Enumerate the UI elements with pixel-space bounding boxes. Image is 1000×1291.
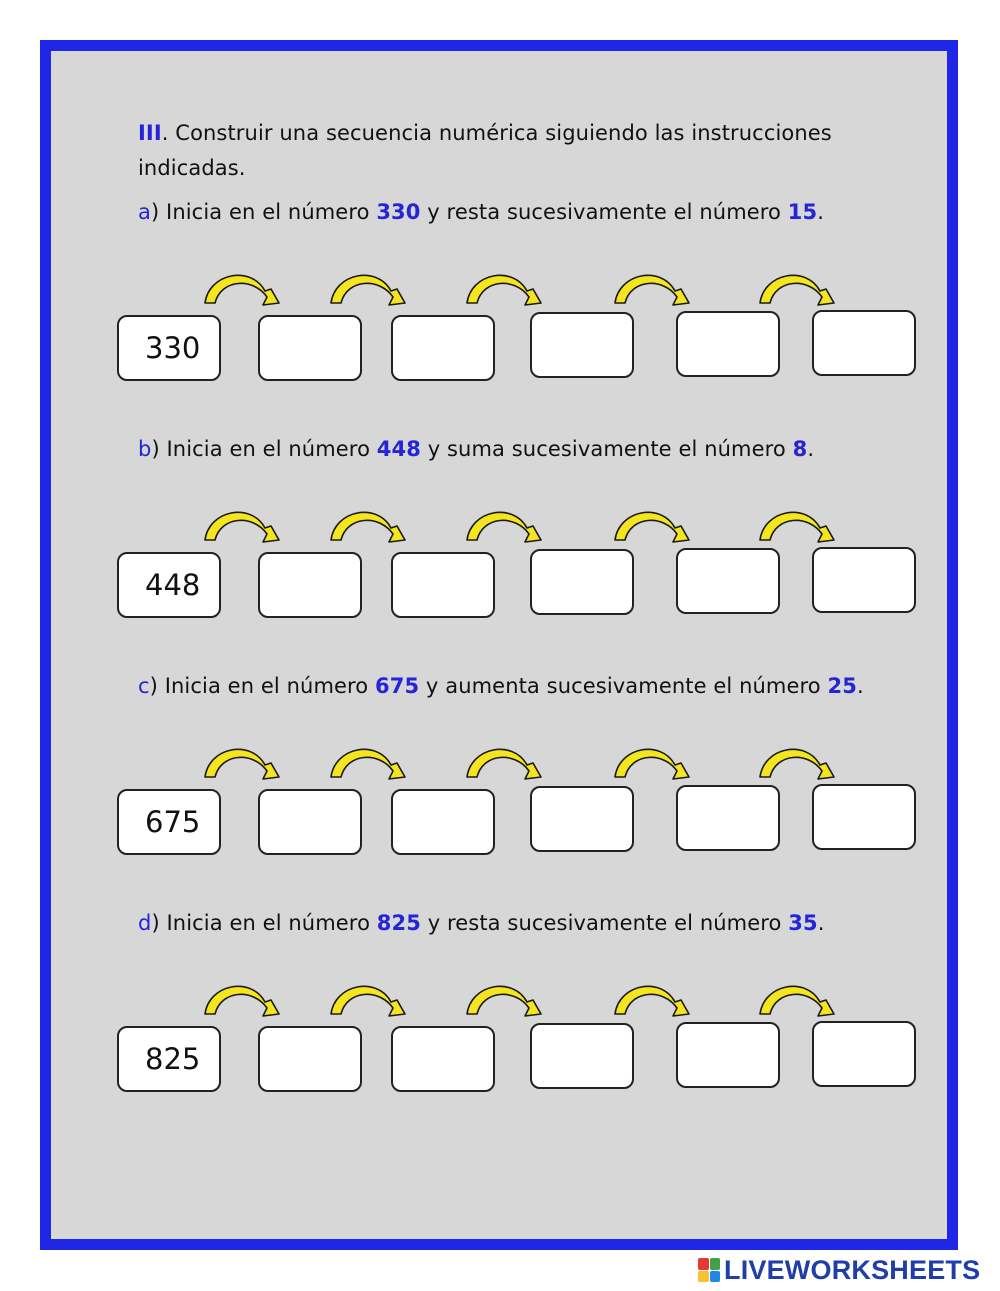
answer-input-box[interactable] [258,552,362,618]
curved-arrow-icon [203,504,283,544]
curved-arrow-icon [758,504,838,544]
curved-arrow-icon [613,741,693,781]
question-end: . [856,674,864,698]
answer-input-box[interactable] [391,1026,495,1092]
curved-arrow-icon [329,267,409,307]
answer-input-box[interactable] [812,310,916,376]
answer-input-box[interactable] [812,547,916,613]
answer-input-box[interactable] [676,548,780,614]
question-letter: a [138,200,151,224]
curved-arrow-icon [329,741,409,781]
logo-text: LIVEWORKSHEETS [724,1254,981,1285]
instructions-text: . Construir una secuencia numérica siguiendo las instrucciones indicadas. [138,121,832,180]
sequence-start-box: 675 [117,789,221,855]
step-number: 15 [787,200,818,224]
question-pre-text: ) Inicia en el número [150,200,377,224]
curved-arrow-icon [758,978,838,1018]
liveworksheets-logo-icon [698,1258,720,1282]
answer-input-box[interactable] [676,1022,780,1088]
sequence-start-box: 448 [117,552,221,618]
answer-input-box[interactable] [391,789,495,855]
curved-arrow-icon [613,504,693,544]
curved-arrow-icon [613,267,693,307]
answer-input-box[interactable] [812,784,916,850]
question-letter: c [138,674,150,698]
question-d-text [138,911,824,935]
curved-arrow-icon [329,504,409,544]
answer-input-box[interactable] [676,785,780,851]
instructions [138,116,858,186]
curved-arrow-icon [203,741,283,781]
start-number: 675 [375,674,420,698]
answer-input-box[interactable] [530,786,634,852]
question-letter: d [138,911,152,935]
start-number: 330 [376,200,421,224]
liveworksheets-logo [698,1256,980,1284]
section-number: III [138,121,162,145]
sequence-start-box: 330 [117,315,221,381]
answer-input-box[interactable] [258,1026,362,1092]
curved-arrow-icon [758,267,838,307]
curved-arrow-icon [465,978,545,1018]
question-end: . [817,200,825,224]
answer-input-box[interactable] [258,315,362,381]
sequence-start-box: 825 [117,1026,221,1092]
step-number: 8 [792,437,808,461]
answer-input-box[interactable] [391,315,495,381]
answer-input-box[interactable] [676,311,780,377]
step-number: 25 [827,674,857,698]
question-end: . [807,437,815,461]
curved-arrow-icon [329,978,409,1018]
question-letter: b [138,437,152,461]
question-b-text [138,437,814,461]
question-a-text [138,200,824,224]
question-c-text [138,674,864,698]
step-number: 35 [788,911,818,935]
curved-arrow-icon [465,504,545,544]
curved-arrow-icon [203,978,283,1018]
answer-input-box[interactable] [258,789,362,855]
question-pre-text: ) Inicia en el número [151,437,377,461]
question-mid-text: y aumenta sucesivamente el número [419,674,828,698]
question-mid-text: y resta sucesivamente el número [420,200,788,224]
curved-arrow-icon [613,978,693,1018]
answer-input-box[interactable] [391,552,495,618]
curved-arrow-icon [758,741,838,781]
answer-input-box[interactable] [812,1021,916,1087]
curved-arrow-icon [465,741,545,781]
curved-arrow-icon [465,267,545,307]
curved-arrow-icon [203,267,283,307]
answer-input-box[interactable] [530,312,634,378]
question-end: . [817,911,825,935]
question-mid-text: y suma sucesivamente el número [420,437,793,461]
start-number: 825 [376,911,421,935]
answer-input-box[interactable] [530,549,634,615]
answer-input-box[interactable] [530,1023,634,1089]
question-pre-text: ) Inicia en el número [151,911,377,935]
question-mid-text: y resta sucesivamente el número [420,911,789,935]
question-pre-text: ) Inicia en el número [149,674,376,698]
start-number: 448 [376,437,421,461]
